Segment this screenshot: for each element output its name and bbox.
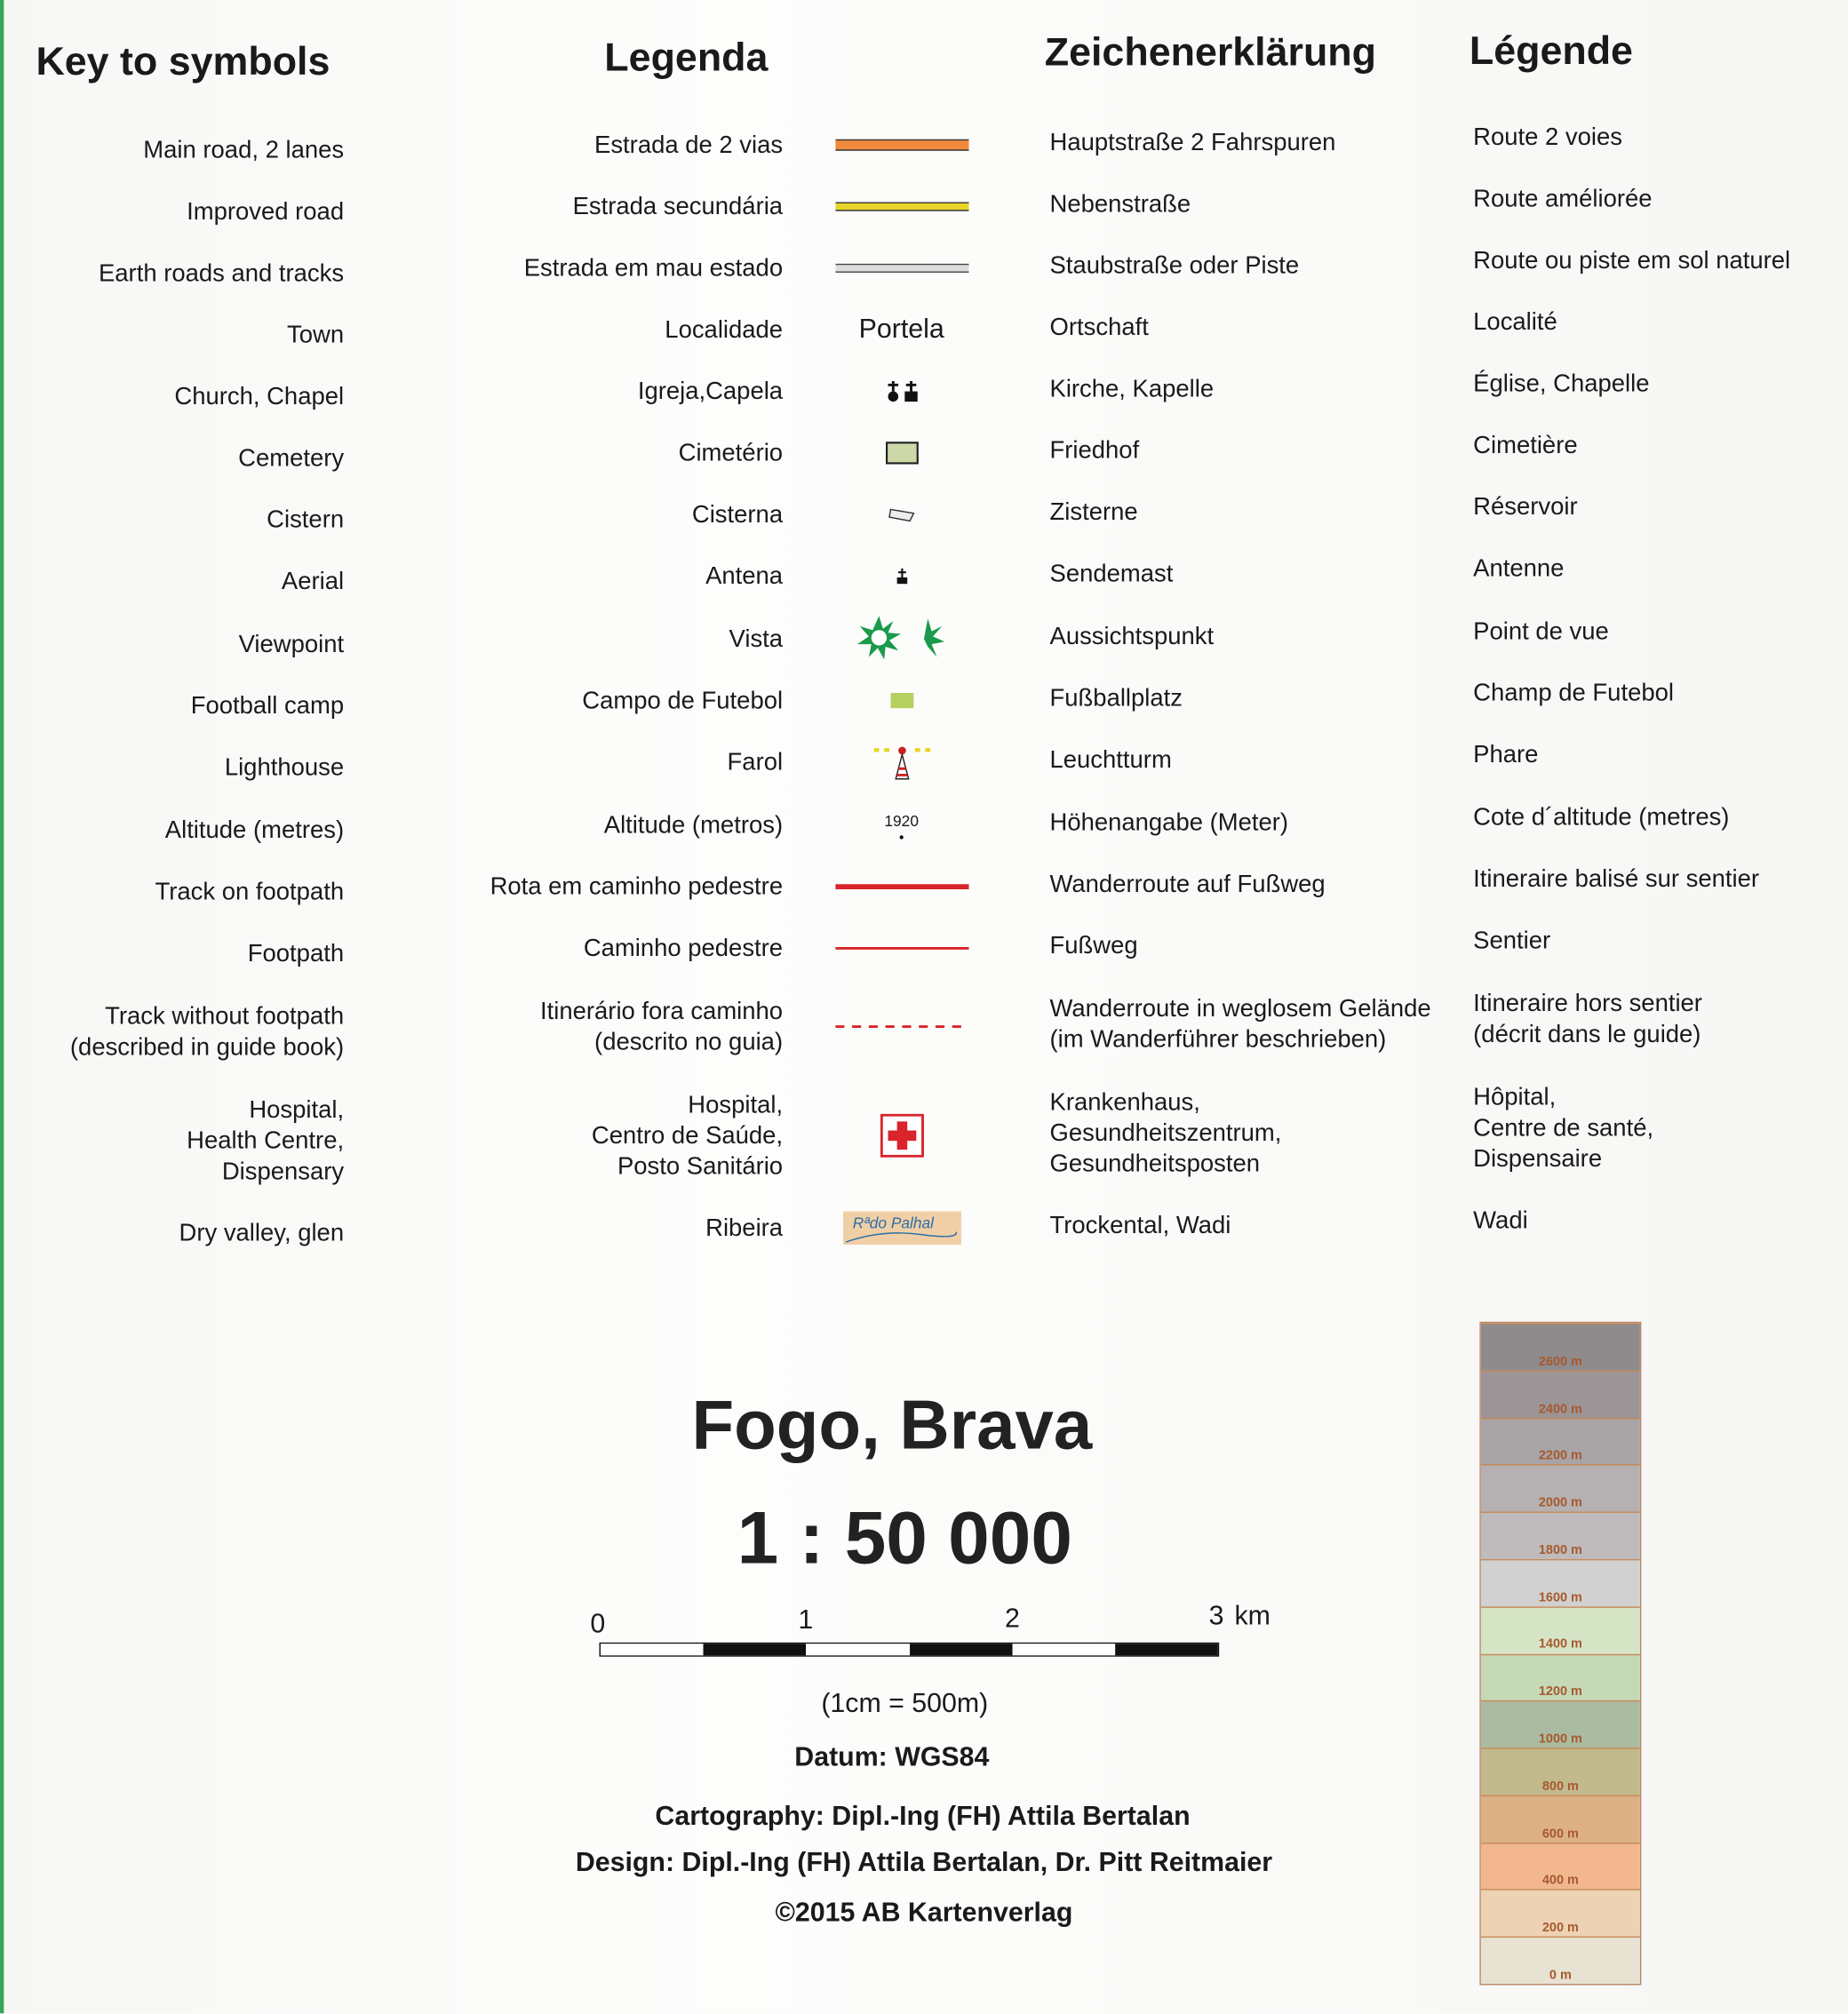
elevation-band-label: 600 m	[1541, 1827, 1579, 1842]
legend-label-german: Leuchtturm	[1049, 746, 1172, 774]
legend-label-english: Cistern	[267, 506, 345, 534]
elevation-band	[1481, 1700, 1640, 1749]
cemetery-icon	[821, 427, 982, 479]
legend-label-portuguese: Estrada em mau estado	[523, 255, 784, 283]
altitude-dot	[900, 835, 904, 839]
legend-label-german: Krankenhaus, Gesundheitszentrum, Gesundheitsposten	[1049, 1089, 1282, 1178]
copyright: ©2015 AB Kartenverlag	[775, 1898, 1073, 1928]
header-portuguese: Legenda	[604, 34, 769, 80]
lighthouse-icon	[821, 736, 982, 788]
legend-label-english: Town	[287, 322, 345, 349]
elevation-band	[1481, 1843, 1640, 1891]
elevation-band-label: 1400 m	[1538, 1637, 1582, 1652]
legend-label-portuguese: Caminho pedestre	[583, 935, 784, 963]
legend-label-english: Main road, 2 lanes	[143, 137, 345, 164]
map-scale: 1 : 50 000	[737, 1496, 1072, 1580]
legend-label-german: Aussichtspunkt	[1049, 623, 1215, 651]
legend-label-portuguese: Igreja,Capela	[637, 378, 784, 406]
legend-label-french: Église, Chapelle	[1473, 370, 1650, 398]
legend-label-french: Localité	[1473, 309, 1557, 337]
legend-label-german: Ortschaft	[1049, 314, 1149, 342]
elevation-band-label: 0 m	[1549, 1968, 1572, 1983]
legend-label-german: Hauptstraße 2 Fahrspuren	[1049, 129, 1336, 157]
legend-label-french: Champ de Futebol	[1473, 680, 1674, 707]
legend-label-portuguese: Localidade	[665, 316, 784, 345]
legend-label-german: Fußweg	[1049, 933, 1138, 960]
legend-label-portuguese: Estrada secundária	[572, 194, 784, 221]
legend-label-english: Cemetery	[238, 445, 345, 473]
elevation-band	[1481, 1937, 1640, 1986]
legend-label-portuguese: Cisterna	[691, 501, 784, 529]
altitude-icon	[821, 800, 982, 851]
legend-label-french: Sentier	[1473, 927, 1551, 955]
legend-label-french: Route 2 voies	[1473, 124, 1622, 152]
dry-valley-icon	[821, 1202, 982, 1254]
map-title: Fogo, Brava	[691, 1387, 1093, 1465]
legend-label-french: Itineraire balisé sur sentier	[1473, 865, 1760, 894]
legend-label-english: Lighthouse	[224, 754, 345, 782]
legend-label-german: Nebenstraße	[1049, 191, 1191, 219]
scale-tick-0: 0	[590, 1609, 606, 1639]
legend-label-portuguese: Itinerário fora caminho (descrito no guia)	[540, 998, 784, 1056]
footpath-icon	[821, 923, 982, 975]
legend-label-portuguese: Antena	[705, 563, 784, 591]
elevation-color-scale	[1479, 1322, 1641, 1986]
elevation-band	[1481, 1890, 1640, 1938]
scale-tick-1: 1	[798, 1604, 814, 1636]
scale-bar	[600, 1643, 1220, 1657]
header-german: Zeichenerklärung	[1044, 29, 1377, 75]
legend-label-german: Höhenangabe (Meter)	[1049, 809, 1289, 837]
legend-label-french: Phare	[1473, 741, 1539, 769]
elevation-band	[1481, 1323, 1640, 1372]
altitude-sample-label: 1920	[884, 811, 919, 830]
legend-label-german: Wanderroute auf Fußweg	[1049, 871, 1326, 899]
viewpoint-icon	[821, 613, 982, 665]
elevation-band	[1481, 1747, 1640, 1796]
legend-label-german: Kirche, Kapelle	[1049, 376, 1215, 403]
legend-label-english: Hospital, Health Centre, Dispensary	[187, 1096, 345, 1186]
dry-valley-sample	[842, 1212, 960, 1246]
elevation-band-label: 1800 m	[1538, 1543, 1582, 1558]
legend-label-german: Zisterne	[1049, 498, 1138, 527]
elevation-band	[1481, 1606, 1640, 1655]
legend-label-english: Aerial	[281, 568, 345, 596]
improved-road-icon	[821, 181, 982, 233]
legend-label-french: Hôpital, Centre de santé, Dispensaire	[1473, 1084, 1654, 1174]
legend-label-german: Wanderroute in weglosem Gelände (im Wanderführer beschrieben)	[1049, 995, 1431, 1054]
elevation-band	[1481, 1653, 1640, 1702]
elevation-band-label: 2200 m	[1538, 1449, 1582, 1464]
legend-label-english: Track on footpath	[155, 879, 345, 906]
legend-label-french: Cote d´altitude (metres)	[1473, 804, 1730, 832]
legend-label-portuguese: Ribeira	[705, 1214, 784, 1243]
elevation-band-label: 800 m	[1541, 1779, 1579, 1795]
church-icon	[821, 366, 982, 418]
scale-tick-3: 3	[1208, 1601, 1224, 1631]
legend-label-english: Dry valley, glen	[179, 1220, 345, 1247]
legend-label-english: Altitude (metres)	[164, 817, 345, 845]
legend-label-german: Staubstraße oder Piste	[1049, 252, 1300, 280]
dry-valley-sample-label: Rªdo Palhal	[852, 1214, 935, 1232]
scale-unit: km	[1234, 1601, 1270, 1631]
hospital-icon	[821, 1110, 982, 1161]
elevation-band	[1481, 1795, 1640, 1843]
legend-label-german: Trockental, Wadi	[1049, 1212, 1231, 1240]
aerial-icon	[821, 551, 982, 602]
legend-label-french: Itineraire hors sentier (décrit dans le guide)	[1473, 991, 1702, 1049]
elevation-band-label: 2400 m	[1538, 1402, 1582, 1416]
elevation-band-label: 1600 m	[1538, 1590, 1582, 1605]
legend-label-english: Earth roads and tracks	[98, 260, 345, 288]
scale-tick-2: 2	[1004, 1604, 1020, 1634]
legend-label-english: Viewpoint	[238, 631, 345, 658]
elevation-band-label: 1000 m	[1538, 1732, 1582, 1747]
legend-label-portuguese: Campo de Futebol	[582, 688, 784, 715]
legend-label-french: Route améliorée	[1473, 186, 1653, 213]
elevation-band-label: 1200 m	[1538, 1684, 1582, 1700]
legend-label-portuguese: Farol	[727, 749, 784, 776]
elevation-band-label: 200 m	[1541, 1921, 1579, 1936]
elevation-band-label: 400 m	[1541, 1874, 1579, 1889]
main-road-icon	[821, 119, 982, 171]
legend-label-french: Wadi	[1473, 1207, 1528, 1235]
legend-label-french: Point de vue	[1473, 618, 1609, 646]
track-footpath-icon	[821, 861, 982, 912]
elevation-band-label: 2600 m	[1538, 1354, 1582, 1369]
town-sample-label: Portela	[858, 314, 944, 345]
earth-road-icon	[821, 243, 982, 294]
legend-label-english: Football camp	[190, 692, 345, 720]
legend-label-french: Réservoir	[1473, 494, 1578, 521]
scale-note: (1cm = 500m)	[821, 1688, 989, 1719]
legend-label-english: Church, Chapel	[174, 383, 345, 411]
cistern-icon	[821, 489, 982, 540]
design-credit: Design: Dipl.-Ing (FH) Attila Bertalan, Dr. Pitt Reitmaier	[575, 1847, 1273, 1878]
legend-label-german: Fußballplatz	[1049, 685, 1183, 712]
header-french: Légende	[1469, 28, 1633, 74]
legend-label-english: Improved road	[187, 198, 345, 227]
legend-label-german: Sendemast	[1049, 561, 1174, 588]
elevation-band	[1481, 1370, 1640, 1419]
track-no-footpath-icon	[821, 1001, 982, 1053]
legend-label-english: Track without footpath (described in guide book)	[69, 1003, 345, 1062]
datum: Datum: WGS84	[794, 1742, 990, 1772]
legend-label-portuguese: Estrada de 2 vias	[594, 131, 784, 160]
legend-label-french: Route ou piste em sol naturel	[1473, 247, 1791, 275]
elevation-band-label: 2000 m	[1538, 1496, 1582, 1511]
cartography-credit: Cartography: Dipl.-Ing (FH) Attila Bertalan	[655, 1801, 1191, 1832]
town-icon	[821, 304, 982, 355]
legend-label-portuguese: Altitude (metros)	[603, 812, 784, 840]
legend-label-french: Cimetière	[1473, 432, 1578, 460]
elevation-band	[1481, 1465, 1640, 1514]
legend-label-german: Friedhof	[1049, 437, 1140, 465]
legend-label-portuguese: Hospital, Centro de Saúde, Posto Sanitário	[591, 1092, 784, 1181]
elevation-band	[1481, 1559, 1640, 1608]
legend-label-english: Footpath	[247, 940, 345, 968]
football-icon	[821, 675, 982, 727]
elevation-band	[1481, 1512, 1640, 1561]
header-english: Key to symbols	[36, 38, 331, 84]
legend-label-french: Antenne	[1473, 555, 1565, 583]
legend-label-portuguese: Rota em caminho pedestre	[490, 873, 784, 901]
elevation-band	[1481, 1417, 1640, 1466]
legend-label-portuguese: Cimetério	[678, 440, 784, 467]
legend-label-portuguese: Vista	[729, 625, 784, 654]
